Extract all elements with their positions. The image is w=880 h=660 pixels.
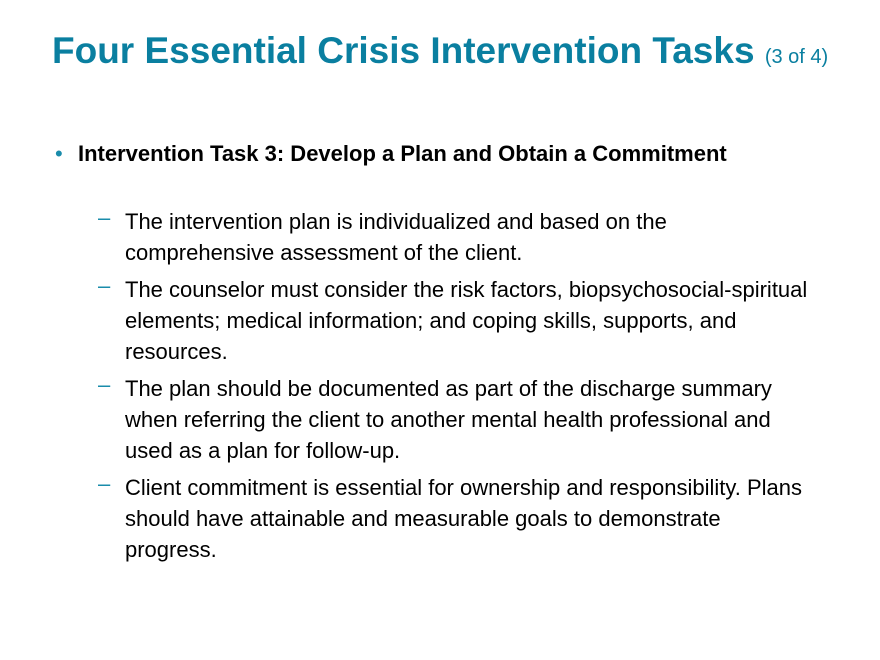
dash-icon: – (98, 205, 111, 230)
sub-item-text: Client commitment is essential for ownership and responsibility. Plans should have attainable and measurable goals to demonstrate progress. (125, 475, 802, 562)
bullet-item (55, 139, 775, 169)
slide-title-main: Four Essential Crisis Intervention Tasks (52, 30, 755, 71)
sub-item (98, 274, 818, 367)
dash-icon: – (98, 273, 111, 298)
sub-item (98, 472, 818, 565)
sub-item (98, 373, 818, 466)
sub-item-list (98, 206, 818, 571)
sub-item-text: The counselor must consider the risk factors, biopsychosocial-spiritual elements; medical information; and coping skills, supports, and resources. (125, 277, 808, 364)
sub-item (98, 206, 818, 268)
sub-item-text: The intervention plan is individualized and based on the comprehensive assessment of the client. (125, 209, 667, 265)
bullet-text: Intervention Task 3: Develop a Plan and Obtain a Commitment (78, 141, 727, 166)
sub-item-text: The plan should be documented as part of the discharge summary when referring the client to another mental health professional and used as a plan for follow-up. (125, 376, 772, 463)
dash-icon: – (98, 372, 111, 397)
slide-title (52, 30, 852, 78)
dash-icon: – (98, 471, 111, 496)
slide-title-suffix: (3 of 4) (764, 46, 829, 68)
bullet-dot-icon: • (55, 141, 63, 166)
